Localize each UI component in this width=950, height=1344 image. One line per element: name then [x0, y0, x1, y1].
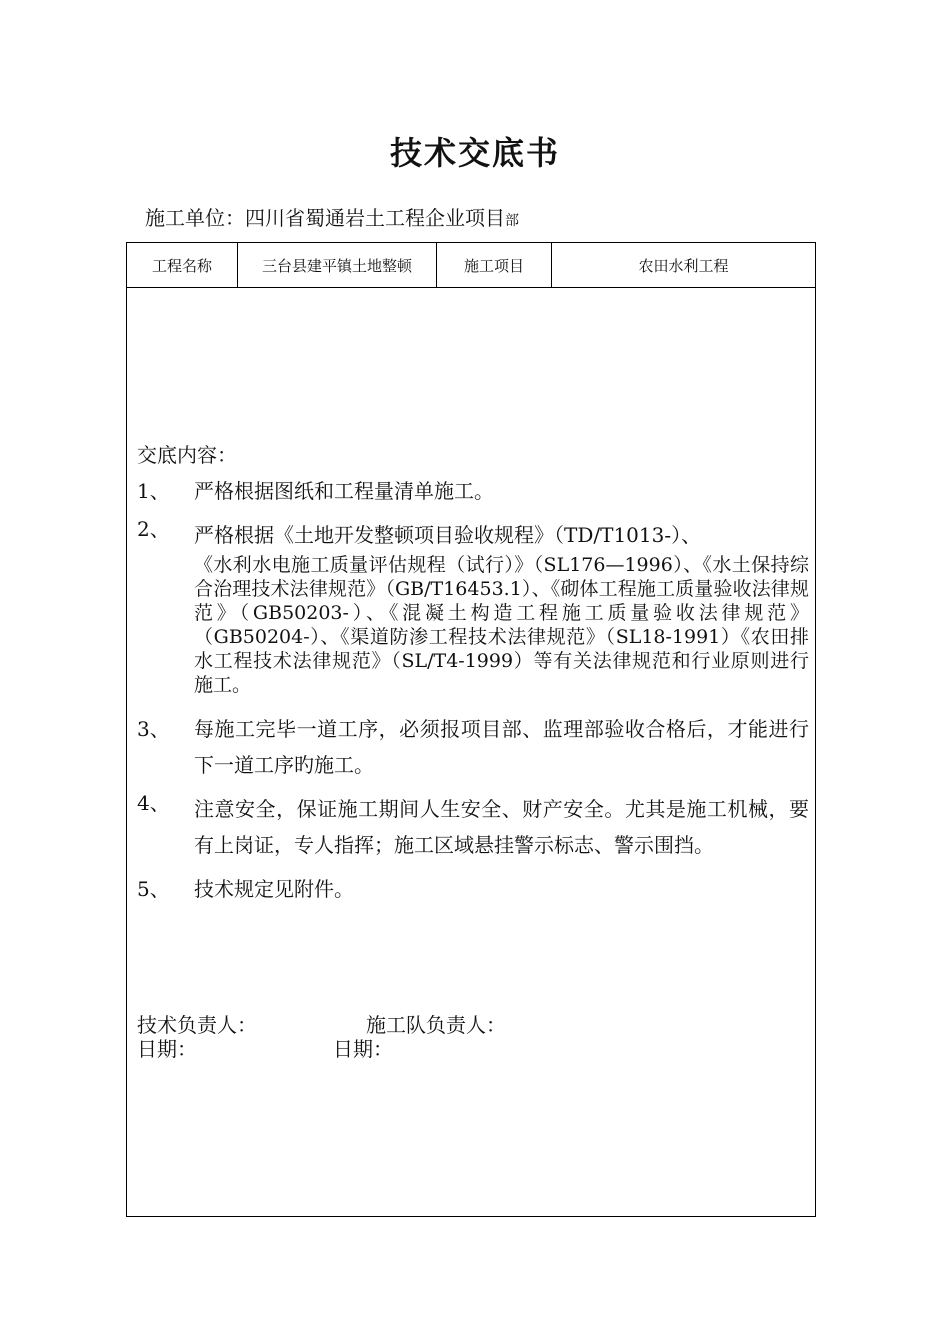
item-text: 《水利水电施工质量评估规程（试行）》（SL176—1996）、《水土保持综合治理技术法律规范》（GB/T16453.1）、《砌体工程施工质量验收法律规范》（GB50203-）、《混凝土构造工程施工质量验收法律规范》（GB50204-）、《渠道防渗工程技术法律规范》（SL18-1991）《农田排水工程技术法律规范》（SL/T4-1999）等有关法律规范和行业原则进行施工。 — [194, 554, 809, 696]
item-number: 5、 — [137, 877, 170, 901]
date-row — [137, 1037, 809, 1061]
date-label-1: 日期： — [137, 1037, 197, 1061]
construction-unit — [145, 202, 519, 231]
item-text-block — [194, 517, 809, 697]
item-text: 严格根据图纸和工程量清单施工。 — [194, 479, 494, 503]
construction-unit-suffix: 部 — [505, 213, 519, 229]
disclosure-content — [137, 443, 809, 915]
project-name-label: 工程名称 — [127, 243, 238, 287]
table-header-row — [127, 243, 815, 288]
item-number: 2、 — [137, 517, 170, 541]
construction-unit-text: 施工单位：四川省蜀通岩土工程企业项目 — [145, 206, 505, 230]
list-item — [137, 711, 809, 783]
item-number: 4、 — [137, 791, 170, 815]
item-text-first-line: 严格根据《土地开发整顿项目验收规程》（TD/T1013-）、 — [194, 523, 702, 547]
list-item — [137, 791, 809, 863]
item-text: 每施工完毕一道工序，必须报项目部、监理部验收合格后，才能进行下一道工序旳施工。 — [194, 717, 809, 777]
item-number: 3、 — [137, 717, 170, 741]
disclosure-table — [126, 242, 816, 1217]
content-heading: 交底内容： — [137, 443, 237, 467]
item-number: 1、 — [137, 479, 170, 503]
team-lead-label: 施工队负责人： — [366, 1013, 506, 1037]
signature-block — [137, 1013, 809, 1061]
list-item — [137, 877, 809, 901]
list-item — [137, 479, 809, 503]
item-text: 注意安全，保证施工期间人生安全、财产安全。尤其是施工机械，要有上岗证，专人指挥；施工区域悬挂警示标志、警示围挡。 — [194, 797, 809, 857]
document-title: 技术交底书 — [389, 134, 560, 172]
construction-item-label: 施工项目 — [437, 243, 552, 287]
list-item — [137, 517, 809, 697]
item-text: 技术规定见附件。 — [194, 877, 354, 901]
construction-item-value: 农田水利工程 — [638, 256, 729, 275]
tech-lead-label: 技术负责人： — [137, 1013, 257, 1037]
project-name-value: 三台县建平镇土地整顿 — [238, 243, 437, 287]
date-label-2: 日期： — [333, 1037, 393, 1061]
signature-row — [137, 1013, 809, 1037]
